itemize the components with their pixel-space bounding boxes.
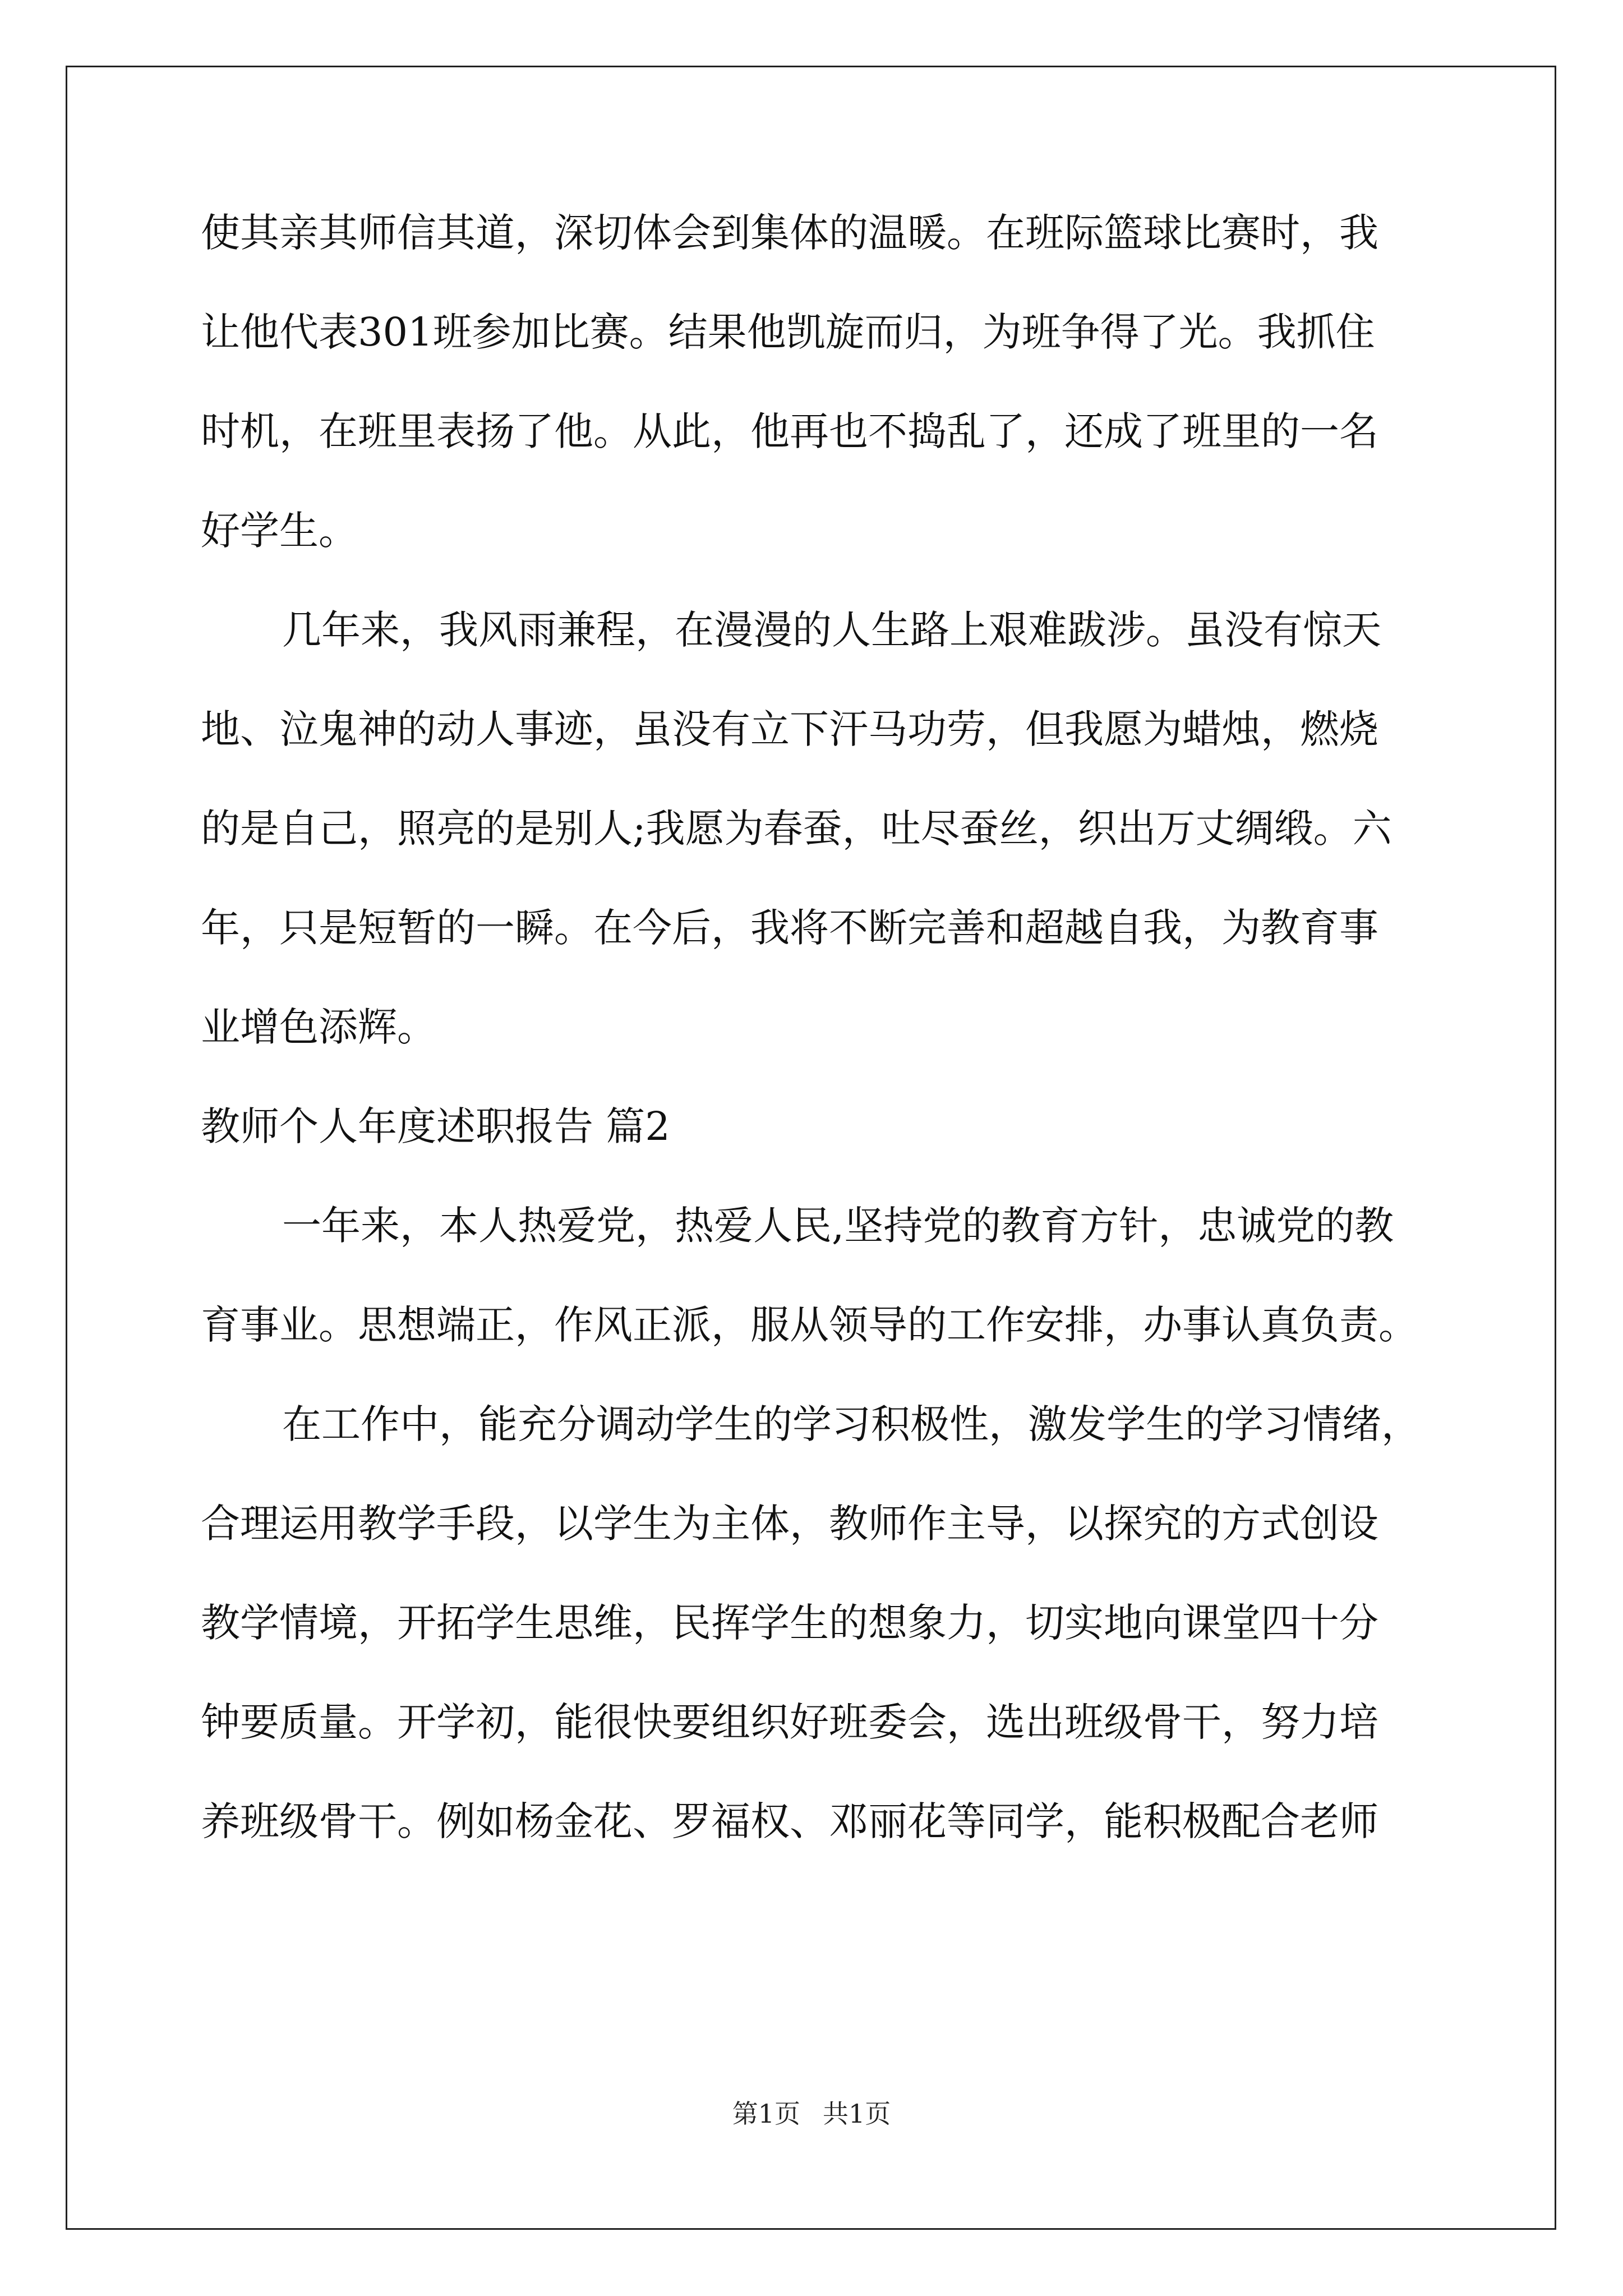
section-heading: 教师个人年度述职报告 篇2 [201,1103,670,1149]
paragraph-line: 时机，在班里表扬了他。从此，他再也不捣乱了，还成了班里的一名 [201,408,1378,454]
paragraph-line: 钟要质量。开学初，能很快要组织好班委会，选出班级骨干，努力培 [201,1699,1378,1745]
paragraph-line: 年，只是短暂的一瞬。在今后，我将不断完善和超越自我，为教育事 [201,905,1378,951]
paragraph-line: 养班级骨干。例如杨金花、罗福权、邓丽花等同学，能积极配合老师 [201,1798,1378,1844]
paragraph-line: 育事业。思想端正，作风正派，服从领导的工作安排，办事认真负责。 [201,1302,1418,1348]
paragraph-line: 使其亲其师信其道，深切体会到集体的温暖。在班际篮球比赛时，我 [201,210,1378,256]
paragraph-line: 让他代表301班参加比赛。结果他凯旋而归，为班争得了光。我抓住 [201,309,1375,355]
paragraph-line: 教学情境，开拓学生思维，民挥学生的想象力，切实地向课堂四十分 [201,1600,1378,1646]
paragraph-line: 好学生。 [201,508,358,554]
paragraph-line: 几年来，我风雨兼程，在漫漫的人生路上艰难跋涉。虽没有惊天 [282,607,1381,653]
page-number: 第1页 [732,2099,800,2129]
paragraph-line: 的是自己，照亮的是别人;我愿为春蚕，吐尽蚕丝，织出万丈绸缎。六 [201,806,1392,852]
paragraph-line: 一年来，本人热爱党，热爱人民,坚持党的教育方针，忠诚党的教 [282,1203,1394,1249]
paragraph-line: 地、泣鬼神的动人事迹，虽没有立下汗马功劳，但我愿为蜡烛，燃烧 [201,706,1378,752]
page-total: 共1页 [823,2099,891,2129]
page-footer [0,2097,1623,2131]
paragraph-line: 业增色添辉。 [201,1004,436,1050]
paragraph-line: 在工作中，能充分调动学生的学习积极性，激发学生的学习情绪， [282,1401,1421,1447]
paragraph-line: 合理运用教学手段，以学生为主体，教师作主导，以探究的方式创设 [201,1501,1378,1547]
